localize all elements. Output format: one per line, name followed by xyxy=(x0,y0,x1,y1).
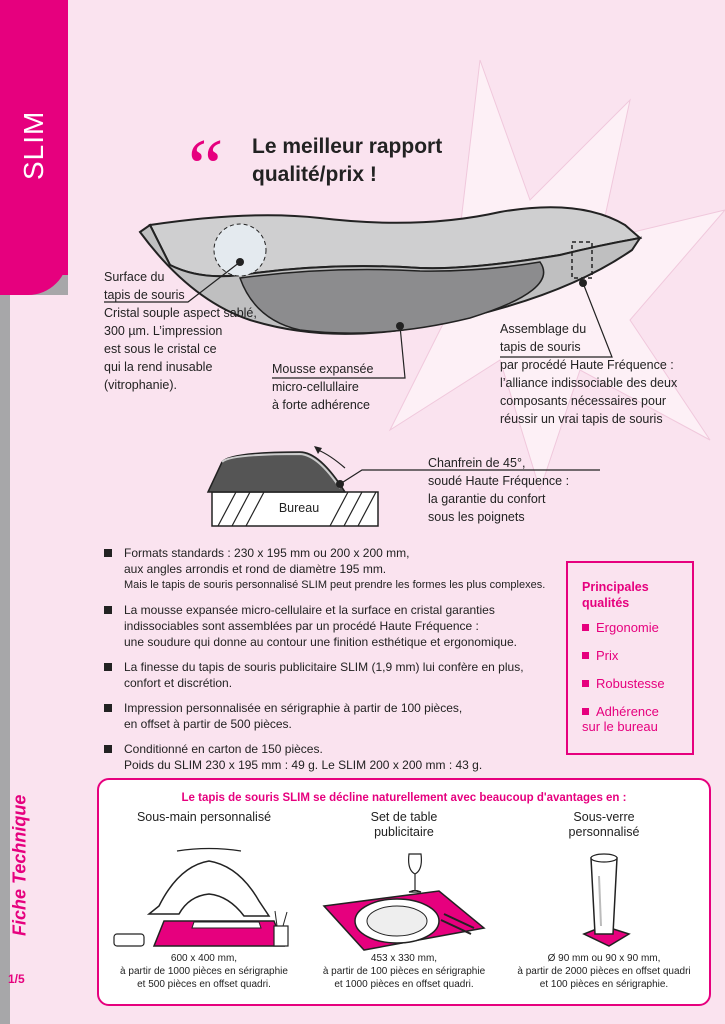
bullet-line: La mousse expansée micro-cellulaire et la surface en cristal garanties xyxy=(124,603,495,617)
variant-title xyxy=(109,810,299,842)
callout-assemblage-title-1: Assemblage du xyxy=(500,322,587,336)
variant-sous-verre xyxy=(509,810,699,990)
callout-surface xyxy=(104,268,274,394)
bullet-line: Impression personnalisée en sérigraphie à partir de 100 pièces, xyxy=(124,701,463,715)
bullet-item xyxy=(104,700,554,732)
callout-assemblage-line: réussir un vrai tapis de souris xyxy=(500,412,663,426)
callout-surface-line: (vitrophanie). xyxy=(104,378,177,392)
variant-sous-main xyxy=(109,810,299,990)
variants-title: Le tapis de souris SLIM se décline naturellement avec beaucoup d'avantages en : xyxy=(181,792,627,804)
quality-item: Robustesse xyxy=(582,677,692,691)
bullet-line: Conditionné en carton de 150 pièces. xyxy=(124,742,323,756)
headline xyxy=(252,133,572,189)
quality-item: Prix xyxy=(582,649,692,663)
callout-surface-title-2: tapis de souris xyxy=(104,288,185,302)
variant-desc-line: à partir de 2000 pièces en offset quadri xyxy=(517,966,691,977)
bullet-line: indissociables sont assemblées par un procédé Haute Fréquence : xyxy=(124,619,479,633)
callout-surface-line: 300 µm. L’impression xyxy=(104,324,223,338)
variant-desc-line: à partir de 1000 pièces en sérigraphie xyxy=(120,966,288,977)
variant-title-line: Sous-main personnalisé xyxy=(136,810,272,824)
bullet-line: aux angles arrondis et rond de diamètre 195 mm. xyxy=(124,562,387,576)
variant-description xyxy=(509,952,699,991)
qualities-title xyxy=(582,579,692,611)
quality-item-text: Adhérence xyxy=(596,704,659,719)
variant-description xyxy=(109,952,299,991)
variant-title-line: Set de table xyxy=(370,810,438,824)
callout-chanfrein-line: soudé Haute Fréquence : xyxy=(428,474,570,488)
callout-mousse-line: à forte adhérence xyxy=(272,398,370,412)
bullet-line-small: Mais le tapis de souris personnalisé SLIM peut prendre les formes les plus complexes. xyxy=(124,579,546,591)
variant-desc-line: et 100 pièces en sérigraphie. xyxy=(539,979,669,990)
variant-description xyxy=(309,952,499,991)
placemat-icon xyxy=(309,846,499,956)
callout-assemblage xyxy=(500,320,710,428)
section-label: Fiche Technique xyxy=(9,794,30,936)
variant-desc-line: et 500 pièces en offset quadri. xyxy=(137,979,271,990)
bureau-label: Bureau xyxy=(278,501,320,515)
variant-title xyxy=(309,810,499,842)
qualities-title-line-2: qualités xyxy=(582,596,630,610)
variant-desc-line: à partir de 100 pièces en sérigraphie xyxy=(322,966,486,977)
callout-mousse-title: Mousse expansée xyxy=(272,362,374,376)
quality-item-continued: sur le bureau xyxy=(582,719,658,734)
bullet-item xyxy=(104,741,554,773)
variant-desc-line: 600 x 400 mm, xyxy=(170,953,238,964)
bullet-item xyxy=(104,659,554,691)
page-number: 1/5 xyxy=(8,972,25,986)
feature-bullets xyxy=(104,545,554,782)
qualities-title-line-1: Principales xyxy=(582,580,649,594)
variant-desc-line: Ø 90 mm ou 90 x 90 mm, xyxy=(547,953,661,964)
bullet-item xyxy=(104,545,554,593)
callout-assemblage-title-2: tapis de souris xyxy=(500,340,581,354)
bullet-line: Formats standards : 230 x 195 mm ou 200 x 200 mm, xyxy=(124,546,410,560)
variant-desc-line: 453 x 330 mm, xyxy=(370,953,438,964)
variant-desc-line: et 1000 pièces en offset quadri. xyxy=(334,979,474,990)
variant-title-line: Sous-verre xyxy=(573,810,635,824)
quality-item: Ergonomie xyxy=(582,621,692,635)
callout-surface-line: est sous le cristal ce xyxy=(104,342,217,356)
callout-assemblage-line: composants nécessaires pour xyxy=(500,394,667,408)
callout-surface-line: Cristal souple aspect sablé, xyxy=(104,306,257,320)
desk-pad-icon xyxy=(109,846,299,956)
variant-title-line: publicitaire xyxy=(374,825,434,839)
bullet-line: confort et discrétion. xyxy=(124,676,233,690)
callout-assemblage-line: l’alliance indissociable des deux xyxy=(500,376,678,390)
headline-line-2: qualité/prix ! xyxy=(252,163,377,186)
coaster-icon xyxy=(509,846,699,956)
bullet-line: une soudure qui donne au contour une finition esthétique et ergonomique. xyxy=(124,635,517,649)
callout-assemblage-line: par procédé Haute Fréquence : xyxy=(500,358,674,372)
variant-set-de-table xyxy=(309,810,499,990)
variants-box xyxy=(97,778,711,1006)
callout-mousse xyxy=(272,360,422,414)
bullet-line: La finesse du tapis de souris publicitaire SLIM (1,9 mm) lui confère en plus, xyxy=(124,660,524,674)
product-label: SLIM xyxy=(18,110,49,180)
callout-chanfrein-title: Chanfrein de 45°, xyxy=(428,456,526,470)
variant-title xyxy=(509,810,699,842)
callout-surface-line: qui la rend inusable xyxy=(104,360,213,374)
bullet-line: en offset à partir de 500 pièces. xyxy=(124,717,292,731)
callout-chanfrein-line: sous les poignets xyxy=(428,510,525,524)
qualities-box xyxy=(566,561,694,755)
variant-title-line: personnalisé xyxy=(568,825,640,839)
bullet-line: Poids du SLIM 230 x 195 mm : 49 g. Le SLIM 200 x 200 mm : 43 g. xyxy=(124,758,483,772)
quality-item xyxy=(582,705,692,719)
bullet-item xyxy=(104,602,554,650)
callout-mousse-line: micro-cellullaire xyxy=(272,380,359,394)
headline-line-1: Le meilleur rapport xyxy=(252,135,443,158)
callout-chanfrein-line: la garantie du confort xyxy=(428,492,546,506)
callout-chanfrein xyxy=(428,454,628,526)
callout-surface-title-1: Surface du xyxy=(104,270,165,284)
quote-mark: “ xyxy=(180,124,225,212)
